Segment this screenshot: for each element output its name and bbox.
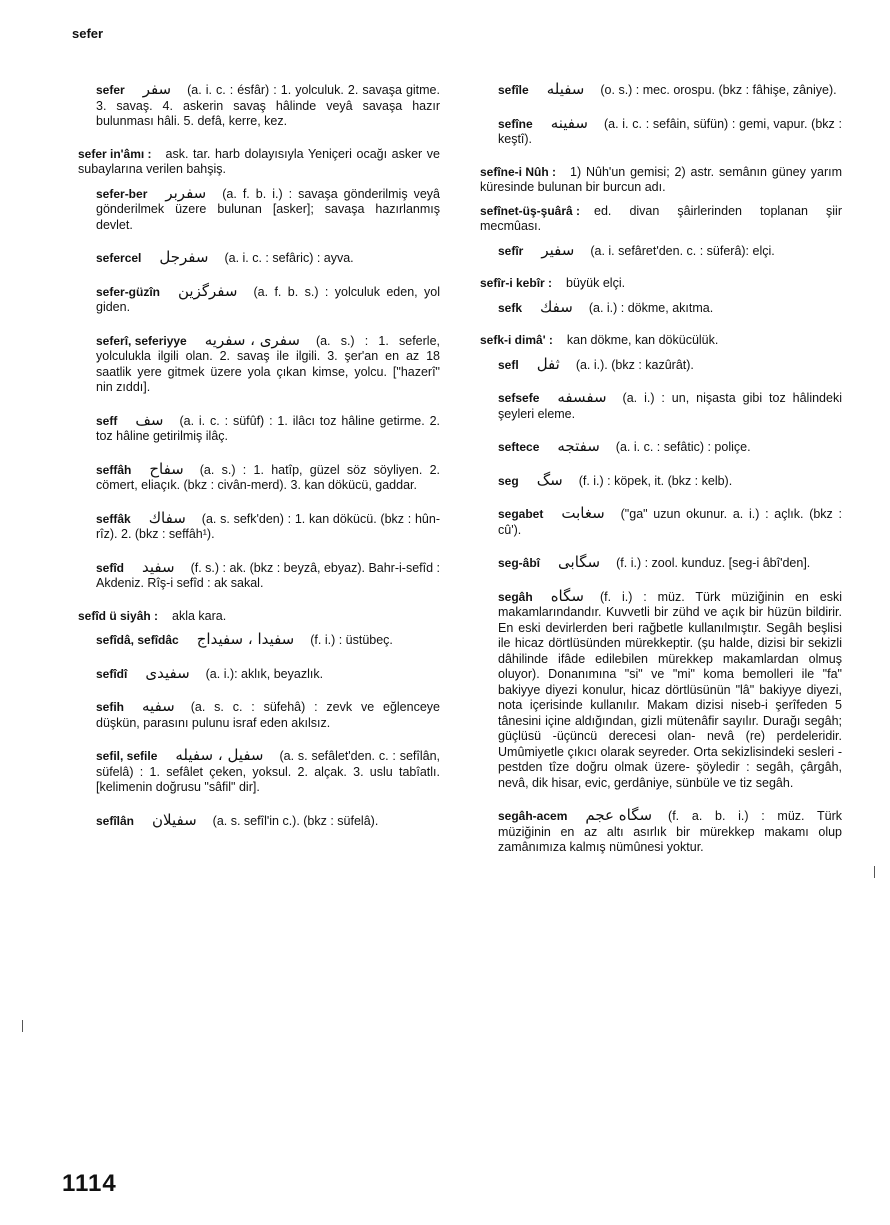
entry-headword: sefîlân [96, 813, 135, 828]
entry-arabic-script: سفاك [148, 508, 186, 527]
entry-definition: (a. s. sefk'den) : 1. kan dökücü. (bkz : hûn-rîz). 2. (bkz : seffâh¹). [96, 511, 440, 541]
entry-arabic-script: سگاه [550, 586, 584, 605]
dictionary-entry [464, 82, 842, 99]
entry-arabic-script: سگاه عجم [585, 806, 653, 824]
entry-arabic-script: سفیه [142, 697, 175, 715]
entry-arabic-script: سفرگزین [178, 281, 238, 300]
entry-headword: sefk [498, 300, 523, 315]
entry-definition: (a. s.) : 1. hatîp, güzel söz söyliyen. 2. cömert, eliaçık. (bkz : civân-merd). 3. kan dökücü, gaddar. [96, 462, 440, 492]
margin-mark [874, 866, 875, 878]
dictionary-entry [464, 470, 842, 490]
entry-headword: sefîr-i kebîr : [480, 276, 553, 290]
dictionary-entry [464, 297, 842, 317]
entry-definition: kan dökme, kan dökücülük. [566, 333, 719, 347]
entry-definition: (o. s.) : mec. orospu. (bkz : fâhişe, zâniye). [600, 83, 837, 97]
entry-arabic-script: سفینه [550, 113, 588, 132]
entry-headword: seg-âbî [498, 556, 541, 570]
dictionary-entry [62, 183, 440, 234]
entry-arabic-script: ثفل [536, 354, 560, 373]
entry-definition: (a. s.) : 1. seferle, yolculukla ilgili olan. 2. savaş ile ilgili. 3. şer'an en az 18 saatlik yere gitmek üzere yola çıkan kimse, yolcu. ["hazerî" nin zıddı]. [96, 333, 440, 394]
dictionary-entry [62, 699, 440, 731]
entry-headword: sefîd ü siyâh : [78, 608, 159, 623]
dictionary-entry [62, 557, 440, 592]
left-column [62, 82, 440, 846]
entry-headword: seffâh [96, 462, 132, 477]
dictionary-entry [464, 333, 842, 349]
entry-arabic-script: سفیلان [152, 810, 197, 829]
entry-arabic-script: سفك [540, 297, 573, 316]
entry-definition: (f. i.) : üstübeç. [310, 633, 393, 647]
entry-headword: sefîdî [96, 666, 128, 681]
entry-definition: (f. a. b. i.) : müz. Türk müziğinin en az altı asırlık bir mürekkep makamı olup zamânımıza kalmış nümûnesi yoktur. [498, 809, 842, 854]
entry-arabic-script: سفید [142, 557, 175, 576]
entry-definition: (f. i.) : köpek, it. (bkz : kelb). [578, 473, 733, 488]
entry-headword: sefer in'âmı : [78, 146, 152, 161]
entry-definition: (a. f. b. i.) : savaşa gönderilmiş veyâ gönderilmek üzere bulunan [asker]; savaşa hazırlanmış devlet. [96, 186, 440, 232]
entry-headword: segâh [498, 589, 533, 604]
entry-arabic-script: سفیدا ، سفیداج [196, 630, 295, 648]
entry-arabic-script: سفر [142, 80, 172, 98]
dictionary-entry [464, 276, 842, 292]
entry-headword: seff [96, 413, 118, 428]
dictionary-entry [62, 632, 440, 649]
entry-definition: ed. divan şâirlerinden toplanan şiir mecmûası. [480, 203, 842, 233]
entry-arabic-script: سفری ، سفریه [204, 330, 300, 349]
running-header: sefer [72, 26, 104, 41]
entry-headword: sefîne-i Nûh : [480, 164, 557, 179]
entry-definition: 1) Nûh'un gemisi; 2) astr. semânın güney yarım küresinde bulunan bir burcun adı. [480, 164, 842, 194]
entry-headword: seg [498, 473, 519, 488]
entry-definition: (a. s. sefîl'in c.). (bkz : süfelâ). [212, 813, 379, 828]
right-column [464, 82, 842, 873]
dictionary-entry [62, 748, 440, 796]
dictionary-entry [62, 508, 440, 543]
entry-headword: sefer [96, 83, 125, 97]
dictionary-entry [464, 240, 842, 260]
entry-arabic-script: سفاح [149, 459, 184, 478]
entry-arabic-script: سفرجل [159, 248, 209, 266]
dictionary-entry [62, 810, 440, 830]
entry-arabic-script: سف [135, 410, 164, 429]
entry-definition: (a. s. c. : süfehâ) : zevk ve eğlenceye düşkün, parasını pulunu israf eden akılsız. [96, 700, 440, 730]
dictionary-entry [464, 204, 842, 235]
entry-headword: sefîne [498, 116, 533, 131]
entry-headword: segâh-acem [498, 809, 568, 823]
entry-definition: (a. i.) : dökme, akıtma. [588, 300, 714, 315]
dictionary-entry [464, 390, 842, 422]
entry-arabic-script: سفیل ، سفیله [175, 746, 264, 764]
entry-arabic-script: سفیر [541, 240, 575, 259]
entry-definition: (a. i. c. : sefâric) : ayva. [224, 251, 354, 265]
dictionary-entry [62, 609, 440, 625]
dictionary-entry [62, 147, 440, 178]
entry-arabic-script: سفسفه [557, 388, 607, 406]
dictionary-entry [464, 506, 842, 538]
entry-headword: sefsefe [498, 391, 540, 405]
entry-arabic-script: سفیله [546, 80, 585, 98]
entry-arabic-script: سفیدی [145, 663, 190, 682]
entry-headword: sefîd [96, 560, 125, 575]
dictionary-entry [62, 330, 440, 396]
entry-arabic-script: سغابت [561, 504, 605, 522]
dictionary-entry [62, 410, 440, 445]
entry-definition: büyük elçi. [566, 276, 626, 290]
entry-definition: (a. i. sefâret'den. c. : süferâ): elçi. [590, 243, 775, 258]
entry-headword: sefk-i dimâ' : [480, 333, 553, 347]
entry-arabic-script: سگابی [558, 553, 601, 571]
dictionary-entry [62, 459, 440, 494]
dictionary-entry [62, 250, 440, 267]
entry-definition: (a. i. c. : ésfâr) : 1. yolculuk. 2. savaşa gitme. 3. savaş. 4. askerin savaş hâlinde veyâ savaşa hazır bulunması hâli. 5. defâ, kerre, kez. [96, 83, 440, 128]
entry-headword: sefîle [498, 83, 529, 97]
page-number: 1114 [62, 1170, 117, 1197]
entry-definition: (a. i.). (bkz : kazûrât). [575, 357, 694, 372]
dictionary-entry [464, 808, 842, 856]
dictionary-entry [464, 439, 842, 456]
dictionary-entry [62, 82, 440, 130]
entry-definition: (a. i.) : un, nişasta gibi toz hâlindeki şeyleri eleme. [498, 391, 842, 421]
entry-definition: (a. f. b. s.) : yolculuk eden, yol giden. [96, 284, 440, 314]
entry-headword: sefer-ber [96, 186, 148, 201]
entry-arabic-script: سفتجه [557, 437, 600, 455]
entry-headword: sefercel [96, 251, 142, 265]
dictionary-entry [62, 281, 440, 316]
entry-definition: (f. s.) : ak. (bkz : beyzâ, ebyaz). Bahr-i-sefîd : Akdeniz. Rîş-i sefîd : ak sakal. [96, 560, 440, 590]
entry-definition: (f. i.) : zool. kunduz. [seg-i âbî'den]. [616, 556, 811, 570]
entry-definition: akla kara. [172, 608, 227, 623]
entry-arabic-script: سفربر [165, 183, 207, 202]
entry-headword: segabet [498, 507, 544, 521]
entry-headword: sefînet-üş-şuârâ : [480, 203, 581, 218]
entry-definition: (a. i. c. : sefâin, süfün) : gemi, vapur. (bkz : keştî). [498, 116, 842, 146]
dictionary-entry [62, 663, 440, 683]
entry-definition: (a. s. sefâlet'den. c. : sefîlân, süfelâ) : 1. sefâlet çeken, yoksul. 2. alçak. 3. uslu tabîatlı. [kelimenin doğrusu "sâfil" dir]. [96, 749, 440, 794]
entry-definition: (a. i. c. : süfûf) : 1. ilâcı toz hâline getirme. 2. toz hâline getirilmiş ilâç. [96, 413, 440, 443]
entry-definition: (a. i. c. : sefâtic) : poliçe. [615, 440, 751, 454]
entry-arabic-script: سگ [536, 470, 563, 489]
entry-headword: seferî, seferiyye [96, 333, 187, 348]
entry-headword: sefer-güzîn [96, 284, 161, 299]
entry-headword: sefil, sefile [96, 749, 158, 763]
margin-mark [22, 1020, 23, 1032]
dictionary-entry [464, 113, 842, 148]
entry-definition: ("ga" uzun okunur. a. i.) : açlık. (bkz : cû'). [498, 507, 842, 537]
entry-definition: (f. i.) : müz. Türk müziğinin en eski makamlarındandır. Kuvvetli bir zühd ve açık bir hüzün bildirir. En eski devirlerden beri rağbetle kullanılmıştır. Segâh beşlisi ile hicaz dörtlüsünden mürekkeptir. (şu halde, dizisi bir sekizli dâhilinde ifâde edilebilen mürekkep makamlardan olmuş oluyor). Donanımına "si" ve "mi" koma bemolleri ile "fa" bakiyye diyezi konulur, hicaz dörtlüsünün "lâ" bakiyye diyezi, nota içerisinde kullanılır. Makam dizisi niseb-i şerîfeden 5 tânesini içine aldığından, gizli mütenâfir sayılır. Durağı segâh; güçlüsü -üçüncü derecesi olan- nevâ (re) perdeleridir. Umûmiyetle çıkıcı olarak seyreder. Orta sekizlisindeki sesleri -pestden tîze doğru olmak üzere- şöyledir : segâh, çârgâh, nevâ, dik hisar, evic, gerdâniye, sünbüle ve tiz segâh. [498, 589, 842, 790]
entry-headword: sefîr [498, 243, 524, 258]
dictionary-entry [464, 354, 842, 374]
entry-headword: seftece [498, 440, 540, 454]
entry-headword: sefl [498, 357, 519, 372]
entry-definition: (a. i.): aklık, beyazlık. [205, 666, 324, 681]
entry-headword: sefîdâ, sefîdâc [96, 633, 179, 647]
dictionary-entry [464, 165, 842, 196]
dictionary-entry [464, 586, 842, 792]
entry-headword: seffâk [96, 511, 131, 526]
entry-headword: sefih [96, 700, 125, 714]
dictionary-entry [464, 555, 842, 572]
entry-definition: ask. tar. harb dolayısıyla Yeniçeri ocağı asker ve subaylarına verilen bahşiş. [78, 146, 440, 176]
